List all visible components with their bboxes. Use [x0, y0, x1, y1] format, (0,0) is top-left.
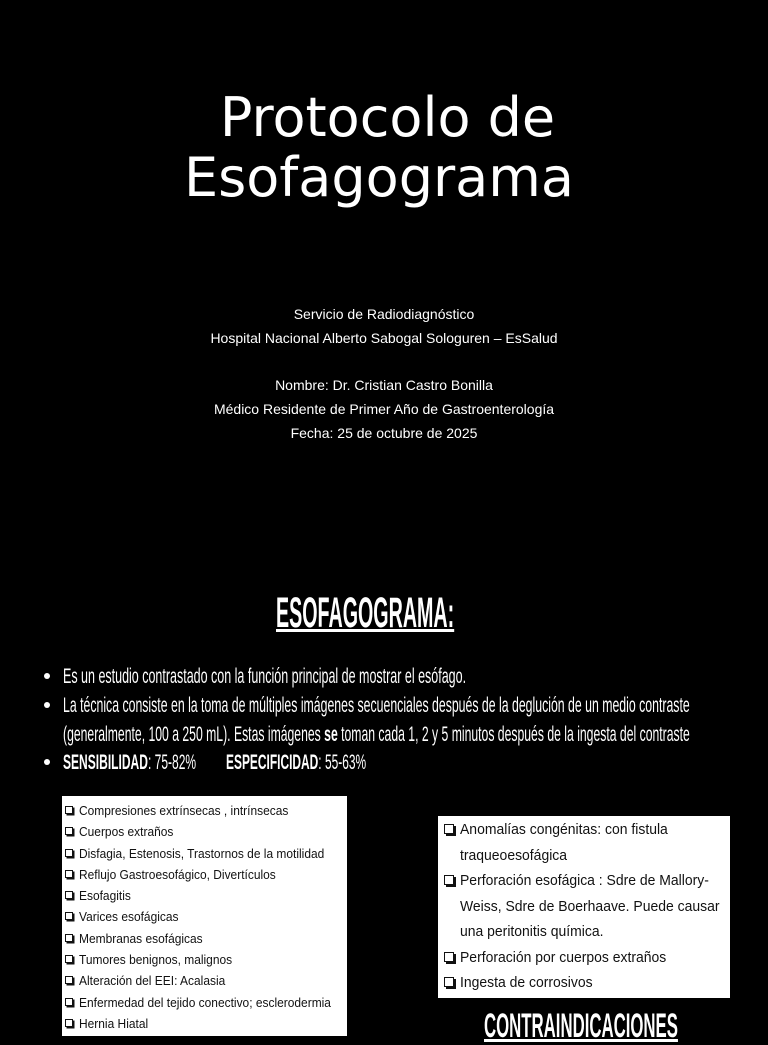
title-line-1: Protocolo de	[219, 86, 556, 149]
contraindications-heading: CONTRAINDICACIONES	[484, 1007, 678, 1045]
contraindication-line: Ingesta de corrosivos	[460, 974, 593, 991]
checkbox-icon	[65, 1019, 73, 1027]
contraindication-line: Perforación por cuerpos extraños	[460, 948, 667, 966]
indication-item	[62, 800, 347, 821]
contraindication-line: Anomalías congénitas: con fistula	[460, 821, 668, 838]
indication-text: Hernia Hiatal	[79, 1015, 149, 1031]
slide-title	[10, 88, 765, 208]
indication-item	[62, 1013, 347, 1034]
checkbox-icon	[65, 912, 73, 920]
contraindications-list	[438, 817, 730, 996]
contraindication-item	[438, 945, 730, 971]
checkbox-icon	[65, 998, 73, 1006]
indication-item	[62, 821, 347, 842]
contraindication-line: Weiss, Sdre de Boerhaave. Puede causar	[460, 897, 720, 915]
indication-text: Cuerpos extraños	[79, 824, 174, 840]
service-text: Servicio de Radiodiagnóstico	[293, 306, 475, 322]
slide-heading: ESOFAGOGRAMA:	[276, 589, 455, 637]
checkbox-icon	[65, 849, 73, 857]
checkbox-icon	[444, 824, 454, 834]
specificity-label: ESPECIFICIDAD	[226, 751, 319, 774]
checkbox-icon	[444, 875, 454, 885]
technique-text-bold: se	[324, 723, 338, 746]
indication-item	[62, 906, 347, 927]
indications-list	[62, 800, 347, 1034]
indication-item	[62, 885, 347, 906]
contraindications-panel	[438, 816, 730, 998]
sensitivity-label: SENSIBILIDAD	[63, 751, 148, 774]
indication-item	[62, 864, 347, 885]
technique-bullet-line-1: La técnica consiste en la toma de múltiples imágenes secuenciales después de la deglución de un medio contraste	[63, 694, 690, 717]
checkbox-icon	[65, 891, 73, 899]
technique-text-start: (generalmente, 100 a 250 mL). Estas imágenes	[63, 723, 325, 746]
indication-text: Esofagitis	[79, 888, 131, 904]
checkbox-icon	[65, 827, 73, 835]
specificity-value: : 55-63%	[318, 751, 367, 774]
definition-bullet: Es un estudio contrastado con la función principal de mostrar el esófago.	[63, 665, 467, 688]
sensitivity-value: : 75-82%	[147, 751, 197, 774]
indication-text: Alteración del EEI: Acalasia	[79, 973, 226, 989]
checkbox-icon	[65, 934, 73, 942]
contraindication-item	[438, 817, 730, 868]
contraindication-line: traqueoesofágica	[460, 846, 568, 864]
indication-item	[62, 970, 347, 991]
indication-text: Compresiones extrínsecas , intrínsecas	[79, 803, 289, 818]
contraindication-item	[438, 868, 730, 945]
technique-text-end: toman cada 1, 2 y 5 minutos después de la ingesta del contraste	[337, 723, 690, 746]
esofagograma-slide	[0, 576, 768, 1045]
indications-panel	[62, 796, 347, 1036]
checkbox-icon	[444, 977, 454, 987]
indication-text: Membranas esofágicas	[79, 930, 203, 946]
indication-text: Reflujo Gastroesofágico, Divertículos	[79, 866, 276, 882]
contraindication-item	[438, 970, 730, 996]
indication-item	[62, 949, 347, 970]
indication-text: Tumores benignos, malignos	[79, 952, 233, 968]
contraindication-line: Perforación esofágica : Sdre de Mallory-	[460, 872, 709, 889]
bullet-icon	[44, 759, 50, 765]
hospital-text: Hospital Nacional Alberto Sabogal Sologuren – EsSalud	[210, 330, 558, 346]
sensitivity-stat	[63, 752, 196, 773]
contraindication-line: una peritonitis química.	[460, 923, 604, 940]
role-text: Médico Residente de Primer Año de Gastroenterología	[213, 401, 555, 417]
specificity-stat	[226, 752, 366, 773]
checkbox-icon	[65, 955, 73, 963]
bullet-icon	[44, 673, 50, 679]
checkbox-icon	[65, 806, 73, 814]
indication-item	[62, 843, 347, 864]
indication-item	[62, 928, 347, 949]
checkbox-icon	[65, 976, 73, 984]
indication-text: Disfagia, Estenosis, Trastornos de la motilidad	[79, 845, 325, 861]
checkbox-icon	[65, 870, 73, 878]
date-text: Fecha: 25 de octubre de 2025	[290, 425, 478, 441]
bullet-icon	[44, 702, 50, 708]
indication-text: Varices esofágicas	[79, 909, 179, 925]
checkbox-icon	[444, 952, 454, 962]
indication-item	[62, 992, 347, 1013]
indication-text: Enfermedad del tejido conectivo; esclerodermia	[79, 994, 331, 1010]
technique-bullet-line-2	[63, 724, 690, 745]
title-line-2: Esofagograma	[184, 146, 574, 209]
author-text: Nombre: Dr. Cristian Castro Bonilla	[275, 377, 493, 393]
